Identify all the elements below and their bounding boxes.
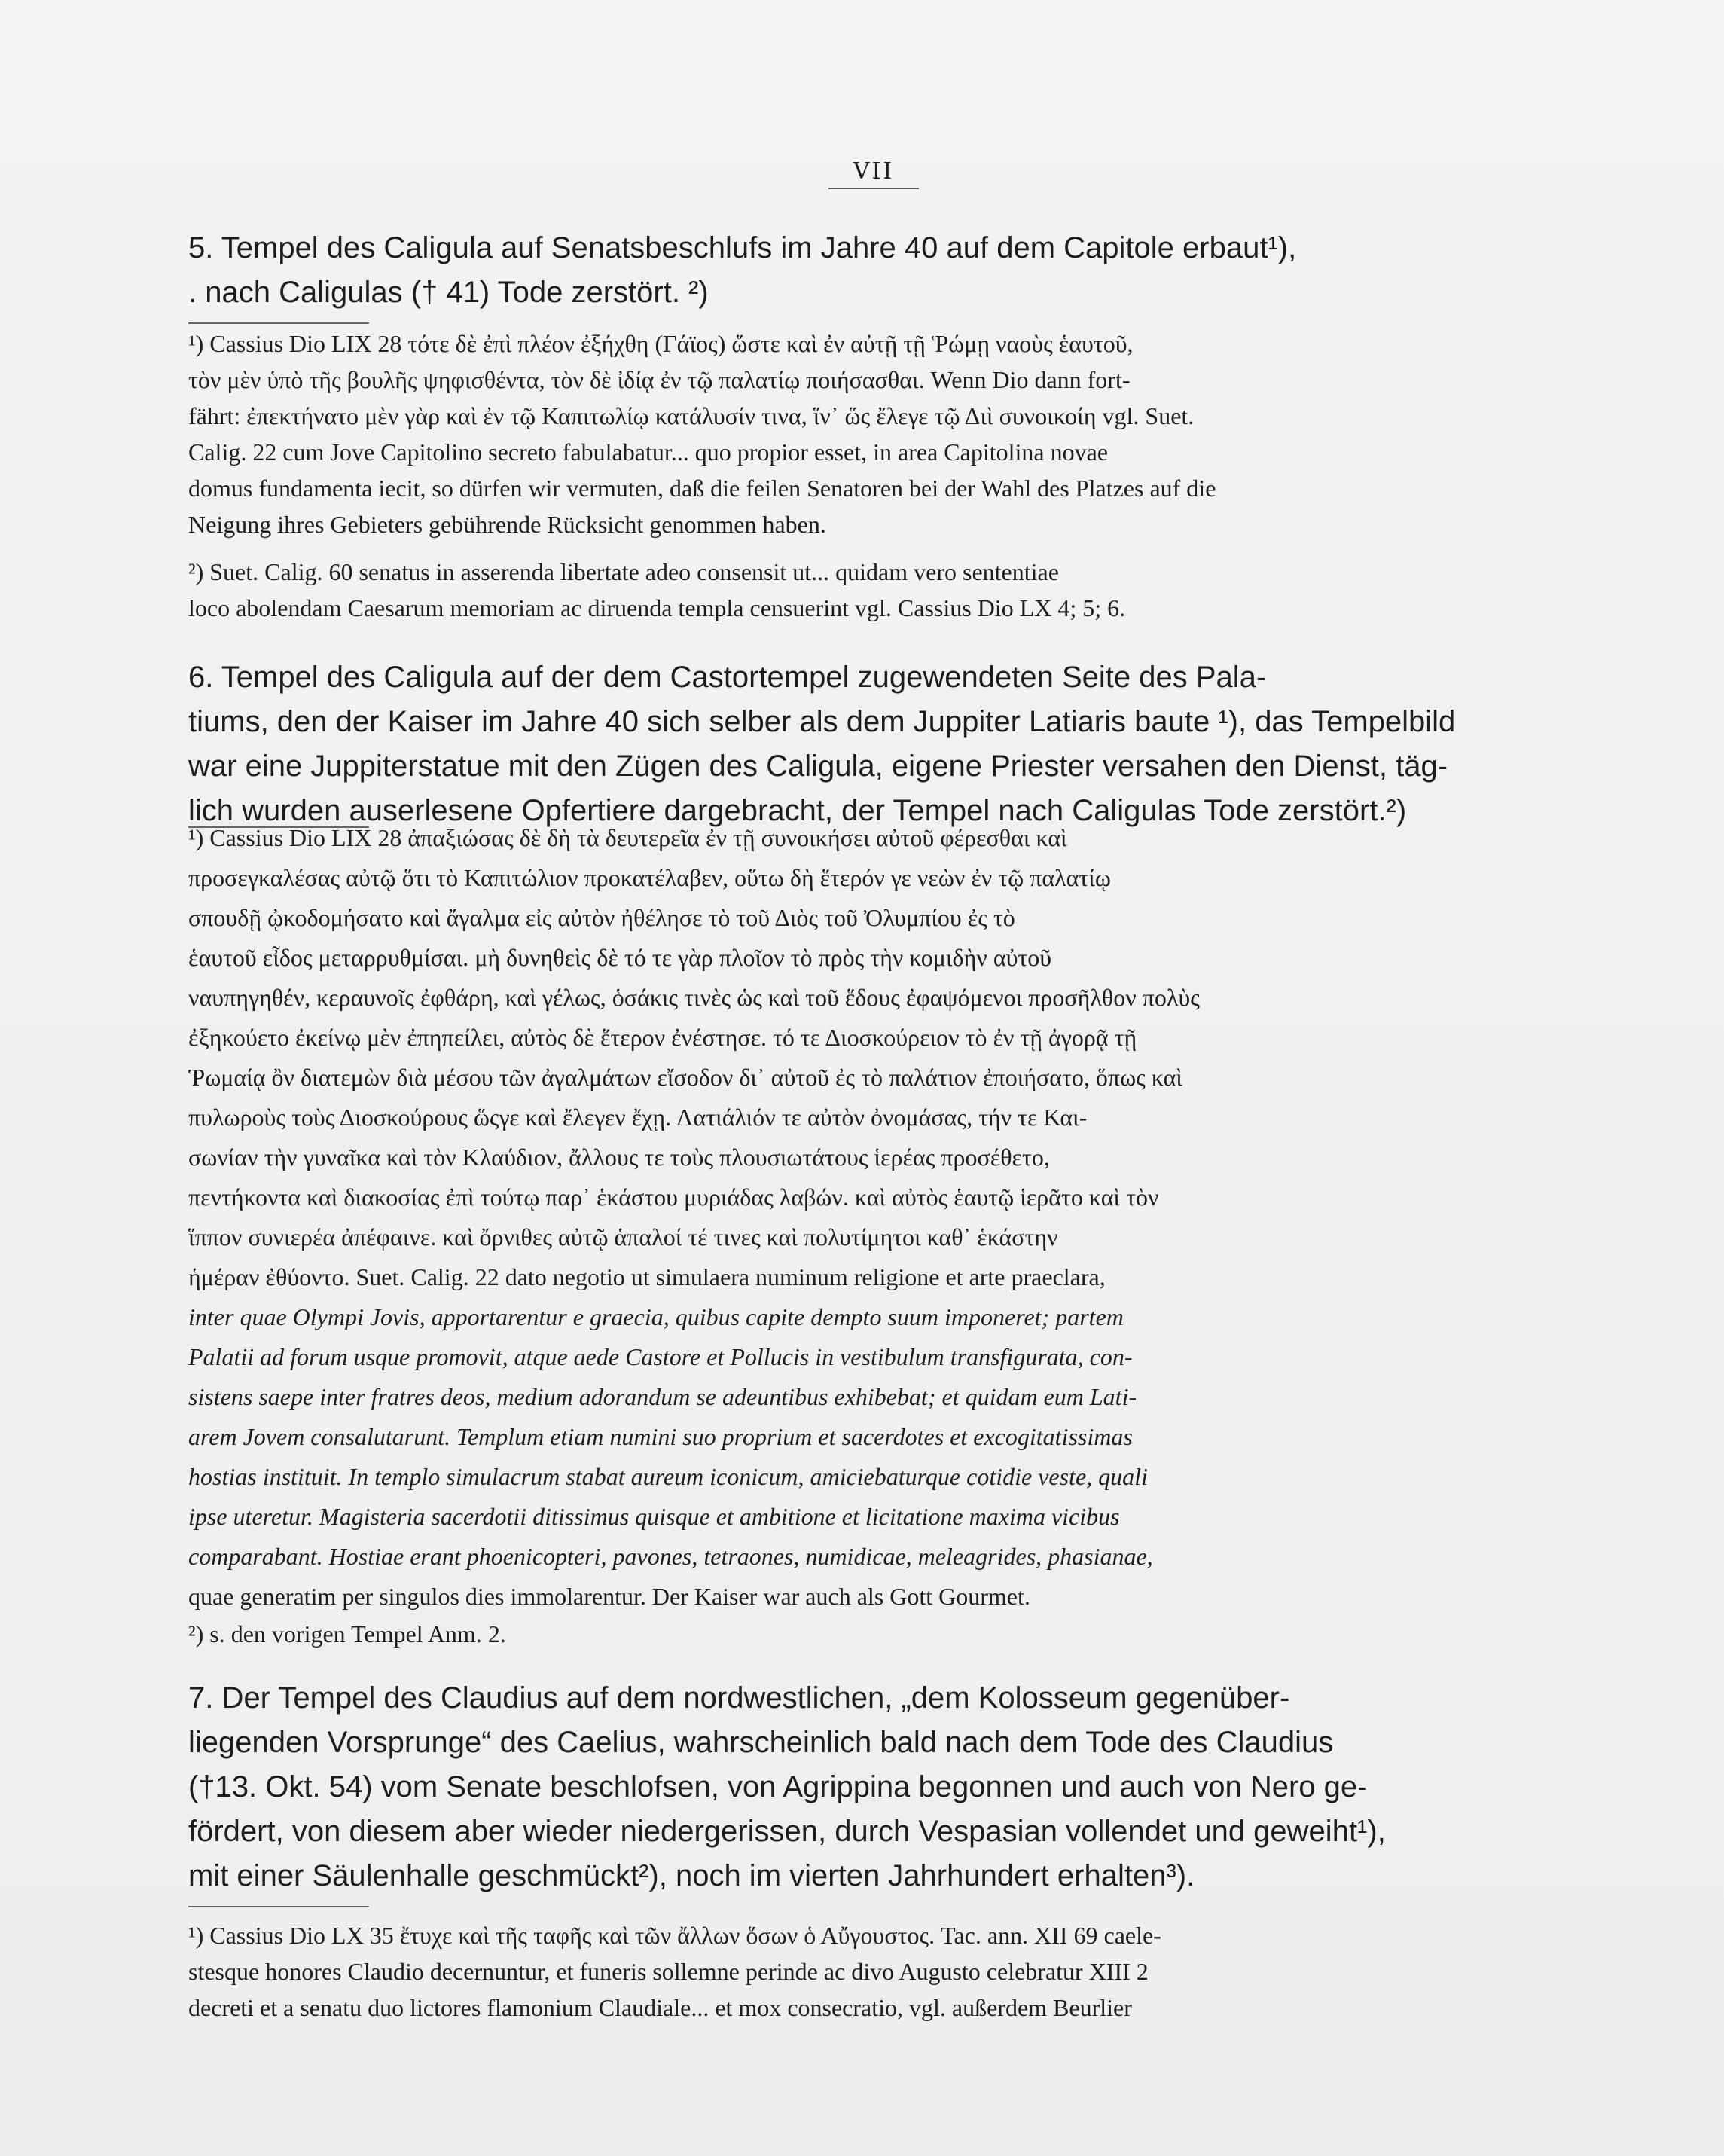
- section-6-text: [188, 655, 1544, 833]
- section-7-footnote-1: [188, 1917, 1544, 2026]
- footnote-rule: [188, 322, 369, 324]
- footnote-line: τὸν μὲν ὑπὸ τῆς βουλῆς ψηφισθέντα, τὸν δὲ ἰδίᾳ ἐν τῷ παλατίῳ ποιήσασθαι. Wenn Dio dann fort-: [188, 366, 1131, 393]
- footnote-line: ἑαυτοῦ εἶδος μεταρρυθμίσαι. μὴ δυνηθεὶς δὲ τό τε γὰρ πλοῖον τὸ πρὸς τὴν κομιδὴν αὐτοῦ: [188, 944, 1052, 971]
- section-7-line: 7. Der Tempel des Claudius auf dem nordwestlichen, „dem Kolosseum gegenüber-: [188, 1681, 1290, 1715]
- footnote-line: ²) s. den vorigen Tempel Anm. 2.: [188, 1620, 506, 1648]
- footnote-line: ἵππον συνιερέα ἀπέφαινε. καὶ ὄρνιθες αὐτῷ ἁπαλοί τέ τινες καὶ πολυτίμητοι καθ᾽ ἑκάστην: [188, 1223, 1058, 1251]
- footnote-line: σωνίαν τὴν γυναῖκα καὶ τὸν Κλαύδιον, ἄλλους τε τοὺς πλουσιωτάτους ἱερέας προσέθετο,: [188, 1144, 1050, 1171]
- footnote-line: ipse uteretur. Magisteria sacerdotii ditissimus quisque et ambitione et licitatione maxima vicibus: [188, 1503, 1120, 1530]
- footnote-rule: [188, 1906, 369, 1907]
- footnote-line: ¹) Cassius Dio LIX 28 ἀπαξιώσας δὲ δὴ τὰ δευτερεῖα ἐν τῇ συνοικήσει αὐτοῦ φέρεσθαι καὶ: [188, 824, 1067, 851]
- section-6-footnote-1: [188, 818, 1544, 1617]
- section-7-line: fördert, von diesem aber wieder niedergerissen, durch Vespasian vollendet und geweiht¹),: [188, 1815, 1386, 1848]
- section-6-line: 6. Tempel des Caligula auf der dem Castortempel zugewendeten Seite des Pala-: [188, 661, 1267, 694]
- footnote-line: stesque honores Claudio decernuntur, et funeris sollemne perinde ac divo Augusto celebratur XIII 2: [188, 1958, 1149, 1985]
- section-5-footnote-1: [188, 325, 1544, 542]
- section-6-footnote-2: [188, 1616, 1544, 1652]
- section-6-line: lich wurden auserlesene Opfertiere dargebracht, der Tempel nach Caligulas Tode zerstört.²): [188, 794, 1407, 827]
- footnote-line: ἐξηκούετο ἐκείνῳ μὲν ἐπηπείλει, αὐτὸς δὲ ἕτερον ἐνέστησε. τό τε Διοσκούρειον τὸ ἐν τῇ ἀγορᾷ τῇ: [188, 1024, 1137, 1051]
- footnote-line: comparabant. Hostiae erant phoenicopteri, pavones, tetraones, numidicae, meleagrides, phasianae,: [188, 1543, 1153, 1570]
- section-6-line: tiums, den der Kaiser im Jahre 40 sich selber als dem Juppiter Latiaris baute ¹), das Tempelbild: [188, 705, 1456, 738]
- footnote-line: sistens saepe inter fratres deos, medium adorandum se adeuntibus exhibebat; et quidam eum Lati-: [188, 1383, 1137, 1410]
- page-number: VII: [828, 158, 919, 189]
- footnote-line: σπουδῇ ᾠκοδομήσατο καὶ ἄγαλμα εἰς αὐτὸν ἠθέλησε τὸ τοῦ Διὸς τοῦ Ὀλυμπίου ἐς τὸ: [188, 904, 1015, 931]
- footnote-line: loco abolendam Caesarum memoriam ac diruenda templa censuerint vgl. Cassius Dio LX 4; 5; 6.: [188, 594, 1126, 621]
- section-5-line: 5. Tempel des Caligula auf Senatsbeschlufs im Jahre 40 auf dem Capitole erbaut¹),: [188, 231, 1297, 264]
- footnote-line: ναυπηγηθέν, κεραυνοῖς ἐφθάρη, καὶ γέλως, ὁσάκις τινὲς ὡς καὶ τοῦ ἕδους ἐφαψόμενοι προσῆλθον πολὺς: [188, 984, 1200, 1011]
- footnote-line: ¹) Cassius Dio LIX 28 τότε δὲ ἐπὶ πλέον ἐξήχθη (Γάϊος) ὥστε καὶ ἐν αὐτῇ τῇ Ῥώμῃ ναοὺς ἑαυτοῦ,: [188, 330, 1134, 357]
- footnote-line: Palatii ad forum usque promovit, atque aede Castore et Pollucis in vestibulum transfigurata, con-: [188, 1343, 1133, 1370]
- section-7-text: [188, 1676, 1544, 1898]
- footnote-line: Calig. 22 cum Jove Capitolino secreto fabulabatur... quo propior esset, in area Capitolina novae: [188, 438, 1109, 466]
- section-6-line: war eine Juppiterstatue mit den Zügen des Caligula, eigene Priester versahen den Dienst, täg-: [188, 750, 1448, 783]
- footnote-line: arem Jovem consalutarunt. Templum etiam numini suo proprium et sacerdotes et excogitatissimas: [188, 1423, 1133, 1450]
- section-5-text: [188, 226, 1544, 315]
- footnote-line: πεντήκοντα καὶ διακοσίας ἐπὶ τούτῳ παρ᾽ ἑκάστου μυριάδας λαβών. καὶ αὐτὸς ἑαυτῷ ἱερᾶτο καὶ τὸν: [188, 1183, 1159, 1211]
- section-5-footnote-2: [188, 554, 1544, 626]
- footnote-line: Ῥωμαίᾳ ὂν διατεμὼν διὰ μέσου τῶν ἀγαλμάτων εἴσοδον δι᾽ αὐτοῦ ἐς τὸ παλάτιον ἐποιήσατο, ὅπως καὶ: [188, 1064, 1183, 1091]
- footnote-line: hostias instituit. In templo simulacrum stabat aureum iconicum, amiciebaturque cotidie veste, quali: [188, 1463, 1148, 1490]
- footnote-line: πυλωροὺς τοὺς Διοσκούρους ὥςγε καὶ ἔλεγεν ἔχῃ. Λατιάλιόν τε αὐτὸν ὀνομάσας, τήν τε Και-: [188, 1104, 1088, 1131]
- footnote-line: fährt: ἐπεκτήνατο μὲν γὰρ καὶ ἐν τῷ Καπιτωλίῳ κατάλυσίν τινα, ἵν᾽ ὥς ἔλεγε τῷ Διὶ συνοικοίη vgl. Suet.: [188, 402, 1195, 429]
- footnote-line: decreti et a senatu duo lictores flamonium Claudiale... et mox consecratio, vgl. außerdem Beurlier: [188, 1994, 1132, 2021]
- footnote-line: domus fundamenta iecit, so dürfen wir vermuten, daß die feilen Senatoren bei der Wahl des Platzes auf die: [188, 475, 1216, 502]
- section-7-line: mit einer Säulenhalle geschmückt²), noch im vierten Jahrhundert erhalten³).: [188, 1859, 1195, 1892]
- footnote-line: quae generatim per singulos dies immolarentur. Der Kaiser war auch als Gott Gourmet.: [188, 1583, 1030, 1610]
- footnote-line: προσεγκαλέσας αὐτῷ ὅτι τὸ Καπιτώλιον προκατέλαβεν, οὕτω δὴ ἕτερόν γε νεὼν ἐν τῷ παλατίῳ: [188, 864, 1111, 891]
- footnote-line: ²) Suet. Calig. 60 senatus in asserenda libertate adeo consensit ut... quidam vero sententiae: [188, 558, 1059, 585]
- section-7-line: liegenden Vorsprunge“ des Caelius, wahrscheinlich bald nach dem Tode des Claudius: [188, 1726, 1334, 1759]
- footnote-line: ἡμέραν ἐθύοντο. Suet. Calig. 22 dato negotio ut simulaera numinum religione et arte praeclara,: [188, 1263, 1106, 1290]
- footnote-line: Neigung ihres Gebieters gebührende Rücksicht genommen haben.: [188, 511, 826, 538]
- section-7-line: (†13. Okt. 54) vom Senate beschlofsen, von Agrippina begonnen und auch von Nero ge-: [188, 1770, 1368, 1803]
- section-5-line: . nach Caligulas († 41) Tode zerstört. ²): [188, 276, 709, 309]
- footnote-line: ¹) Cassius Dio LX 35 ἔτυχε καὶ τῆς ταφῆς καὶ τῶν ἄλλων ὅσων ὁ Αὔγουστος. Tac. ann. XII 69 caele-: [188, 1922, 1161, 1949]
- footnote-line: inter quae Olympi Jovis, apportarentur e graecia, quibus capite dempto suum imponeret; partem: [188, 1303, 1124, 1330]
